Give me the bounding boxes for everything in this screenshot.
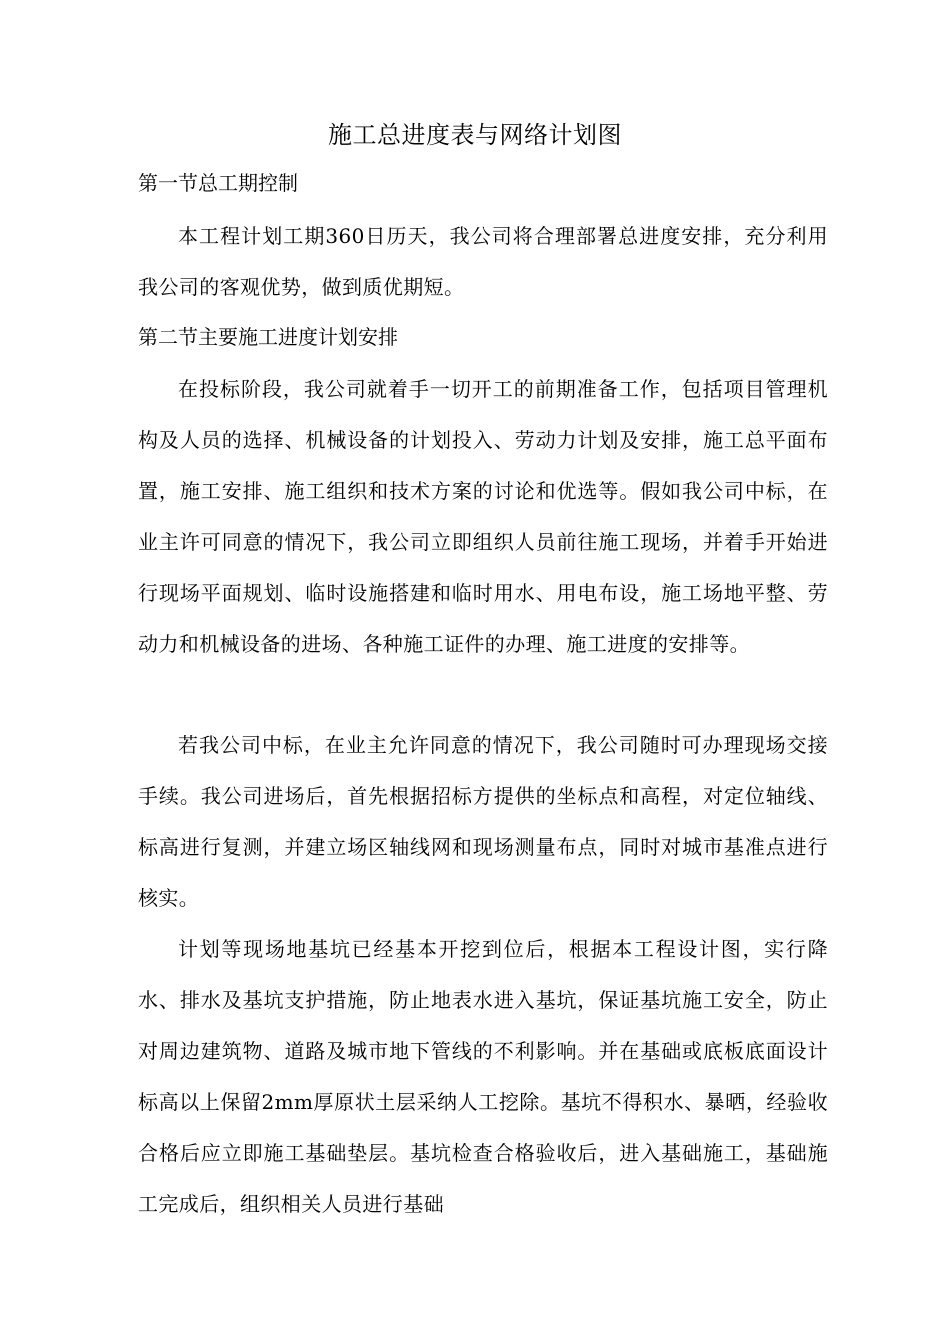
document-title: 施工总进度表与网络计划图 <box>328 121 622 149</box>
paragraph-1: 本工程计划工期360日历天，我公司将合理部署总进度安排，充分利用我公司的客观优势，做到质优期短。 <box>138 224 828 299</box>
paragraph-4: 计划等现场地基坑已经基本开挖到位后，根据本工程设计图，实行降水、排水及基坑支护措施，防止地表水进入基坑，保证基坑施工安全，防止对周边建筑物、道路及城市地下管线的不利影响。并在基础或底板底面设计标高以上保留2mm厚原状土层采纳人工挖除。基坑不得积水、暴晒，经验收合格后应立即施工基础垫层。基坑检查合格验收后，进入基础施工，基础施工完成后，组织相关人员进行基础 <box>138 937 828 1216</box>
section-heading-2: 第二节主要施工进度计划安排 <box>138 325 398 349</box>
paragraph-3: 若我公司中标，在业主允许同意的情况下，我公司随时可办理现场交接手续。我公司进场后，首先根据招标方提供的坐标点和高程，对定位轴线、标高进行复测，并建立场区轴线网和现场测量布点，同时对城市基准点进行核实。 <box>138 733 828 910</box>
section-heading-1: 第一节总工期控制 <box>138 171 298 195</box>
paragraph-2: 在投标阶段，我公司就着手一切开工的前期准备工作，包括项目管理机构及人员的选择、机械设备的计划投入、劳动力计划及安排，施工总平面布置，施工安排、施工组织和技术方案的讨论和优选等。假如我公司中标，在业主许可同意的情况下，我公司立即组织人员前往施工现场，并着手开始进行现场平面规划、临时设施搭建和临时用水、用电布设，施工场地平整、劳动力和机械设备的进场、各种施工证件的办理、施工进度的安排等。 <box>138 377 828 656</box>
